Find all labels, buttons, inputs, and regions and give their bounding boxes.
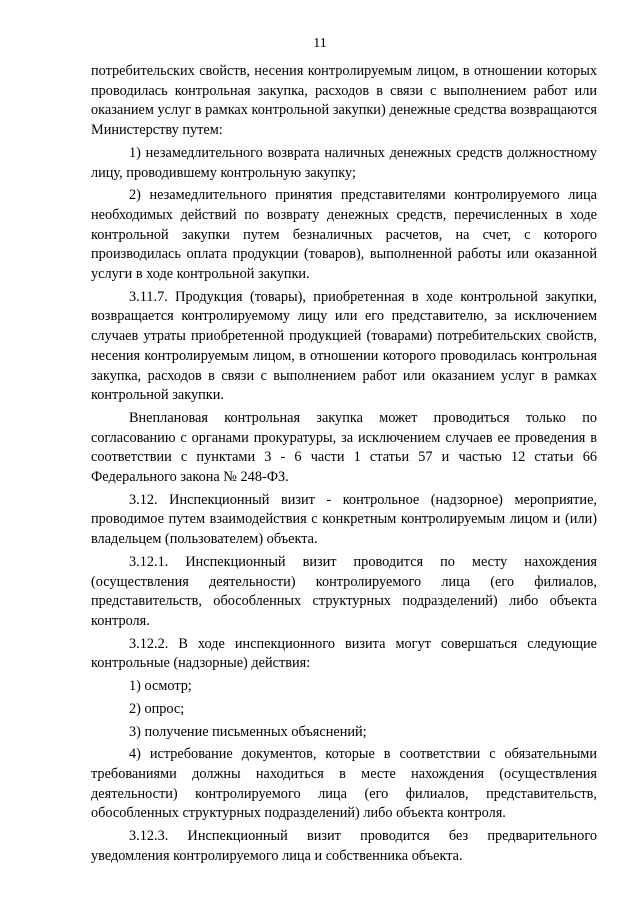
paragraph-continuation: потребительских свойств, несения контролируемым лицом, в отношении которых проводилась контрольная закупка, расходов в связи с выполнением работ или оказанием услуг в рамках контрольной закупки) денежные средства возвращаются Министерству путем: [91,63,597,139]
paragraph-unscheduled-purchase: Внеплановая контрольная закупка может проводиться только по согласованию с органами прокуратуры, за исключением случаев ее проведения в соответствии с пунктами 3 - 6 части 1 статьи 57 и частью 12 статьи 66 Федерального закона № 248-ФЗ. [91,409,597,486]
document-body [91,62,597,866]
paragraph-3-12-3: 3.12.3. Инспекционный визит проводится без предварительного уведомления контролируемого лица и собственника объекта. [91,828,597,864]
paragraph-item-1-cash-return: 1) незамедлительного возврата наличных денежных средств должностному лицу, проводившему контрольную закупку; [91,144,597,181]
paragraph-3-12-1: 3.12.1. Инспекционный визит проводится по месту нахождения (осуществления деятельности) контролируемого лица (его филиалов, представительств, обособленных структурных подразделений) либо объекта контроля. [91,553,597,629]
list-item-written-explanations: 3) получение письменных объяснений; [129,723,367,740]
paragraph-item-2-noncash-return: 2) незамедлительного принятия представителями контролируемого лица необходимых действий по возврату денежных средств, перечисленных в ходе контрольной закупки путем безналичных расчетов, на счет, с которого производилась оплата продукции (товаров), выполненной работы или оказанной услуги в ходе контрольной закупки. [91,187,597,283]
list-item-survey: 2) опрос; [129,700,185,717]
paragraph-3-11-7: 3.11.7. Продукция (товары), приобретенная в ходе контрольной закупки, возвращается контролируемому лицу или его представителю, за исключением случаев утраты приобретенной продукцией (товарами) потребительских свойств, несения контролируемым лицом, в отношении которого проводилась контрольная закупка, расходов в связи с выполнением работ или оказанием услуг в рамках контрольной закупки. [91,288,597,404]
paragraph-3-12-2: 3.12.2. В ходе инспекционного визита могут совершаться следующие контрольные (надзорные) действия: [91,635,597,672]
page-number: 11 [313,36,327,51]
paragraph-3-12: 3.12. Инспекционный визит - контрольное (надзорное) мероприятие, проводимое путем взаимодействия с конкретным контролируемым лицом и (или) владельцем (пользователем) объекта. [91,491,597,548]
list-item-document-request: 4) истребование документов, которые в соответствии с обязательными требованиями должны находиться в месте нахождения (осуществления деятельности) контролируемого лица (его филиалов, представительств, обособленных структурных подразделений) либо объекта контроля. [91,746,597,822]
list-item-inspection: 1) осмотр; [129,678,192,695]
